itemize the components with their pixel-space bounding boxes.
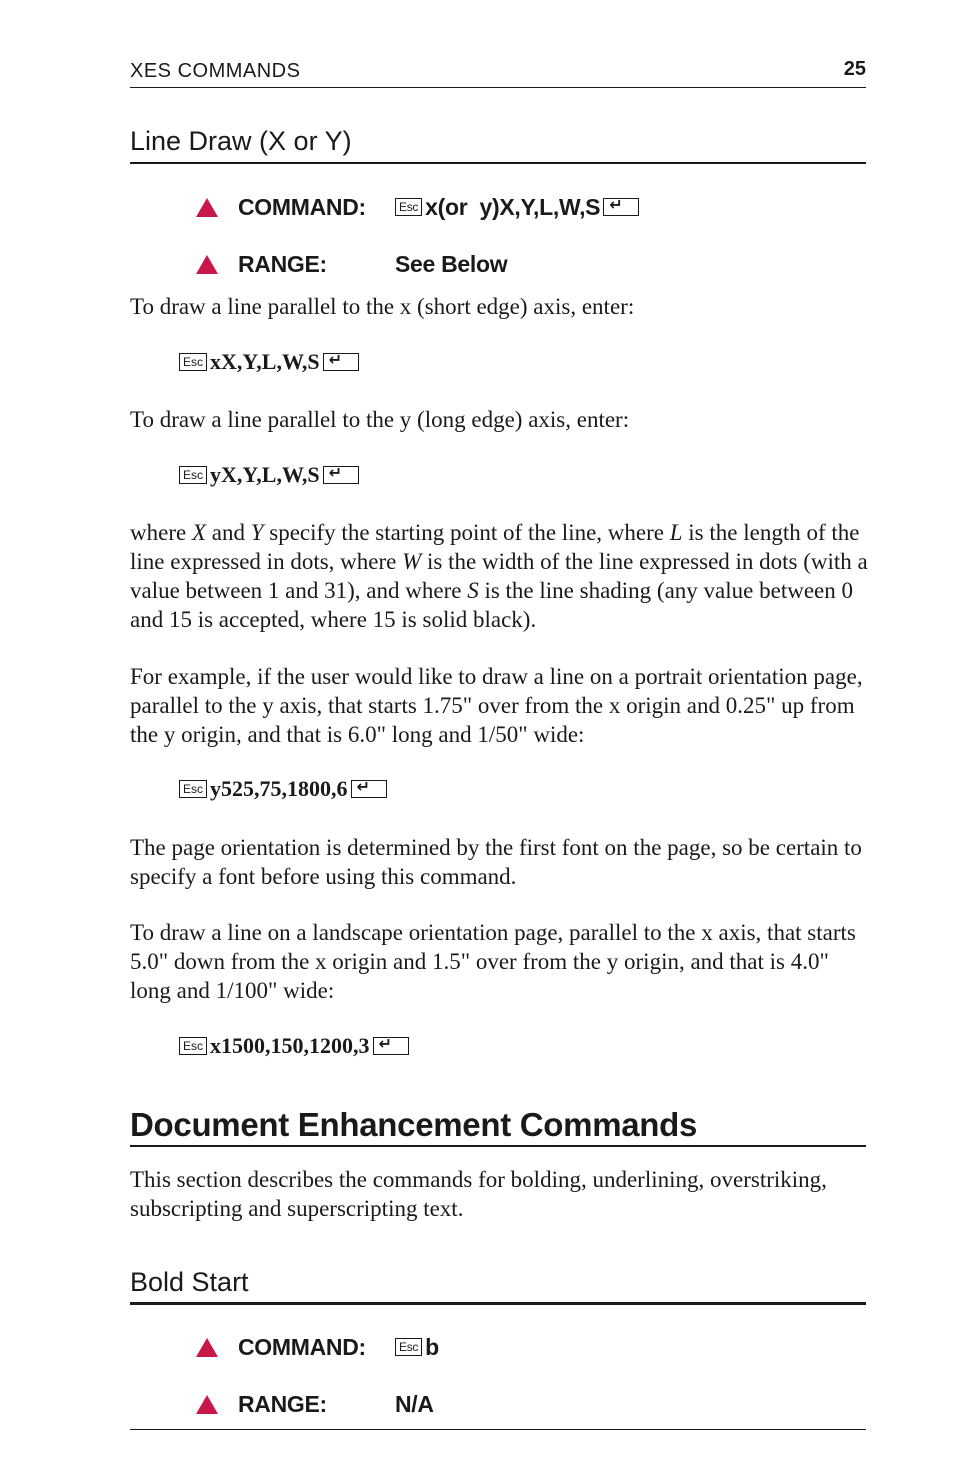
heading-rule [130, 1302, 866, 1305]
triangle-bullet-icon [196, 1395, 218, 1414]
running-title: XES COMMANDS [130, 60, 301, 82]
section-heading-line-draw: Line Draw (X or Y) [130, 126, 352, 156]
paragraph: To draw a line on a landscape orientation page, parallel to the x axis, that starts 5.0" down from the x origin and 1.5" over from the y origin, and that is 4.0" long and 1/100" wide: [130, 920, 856, 1003]
example-command-text: y525,75,1800,6 [210, 776, 348, 801]
example-command-text: x1500,150,1200,3 [210, 1033, 370, 1058]
range-value: N/A [395, 1390, 434, 1417]
range-label: RANGE: [238, 1390, 327, 1417]
command-syntax: b [425, 1333, 439, 1360]
triangle-bullet-icon [196, 1338, 218, 1357]
enter-key-icon: ↵ [603, 198, 639, 216]
section-heading-bold-start: Bold Start [130, 1267, 249, 1297]
range-row [196, 1389, 434, 1419]
esc-key-icon: Esc [179, 466, 207, 484]
command-label: COMMAND: [238, 1333, 366, 1360]
range-row [196, 249, 507, 279]
command-label: COMMAND: [238, 193, 366, 220]
paragraph: where X and Y specify the starting point of the line, where L is the length of the line expressed in dots, where W is the width of the line expressed in dots (with a value between 1 and 31), and where S is the line shading (any value between 0 and 15 is accepted, where 15 is solid black). [130, 520, 868, 632]
footer-rule [130, 1429, 866, 1430]
example-command [179, 1033, 409, 1059]
esc-key-icon: Esc [179, 353, 207, 371]
command-row [196, 1332, 439, 1362]
section-heading-document-enhancement: Document Enhancement Commands [130, 1106, 698, 1143]
paragraph: This section describes the commands for bolding, underlining, overstriking, subscripting and superscripting text. [130, 1167, 827, 1221]
heading-rule [130, 1145, 866, 1147]
command-value [395, 194, 639, 221]
command-syntax: x(or y)X,Y,L,W,S [425, 193, 601, 220]
example-command [179, 462, 359, 488]
paragraph: The page orientation is determined by the first font on the page, so be certain to specify a font before using this command. [130, 835, 862, 889]
heading-rule [130, 162, 866, 164]
enter-key-icon: ↵ [323, 466, 359, 484]
paragraph: For example, if the user would like to draw a line on a portrait orientation page, parallel to the y axis, that starts 1.75" over from the x origin and 0.25" up from the y origin, and that is 6.0" long and 1/50" wide: [130, 664, 863, 747]
paragraph: To draw a line parallel to the x (short edge) axis, enter: [130, 294, 635, 319]
example-command [179, 776, 387, 802]
enter-key-icon: ↵ [373, 1037, 409, 1055]
esc-key-icon: Esc [179, 1037, 207, 1055]
esc-key-icon: Esc [179, 780, 207, 798]
command-value [395, 1334, 439, 1361]
example-command-text: yX,Y,L,W,S [210, 462, 320, 487]
enter-key-icon: ↵ [323, 353, 359, 371]
paragraph: To draw a line parallel to the y (long edge) axis, enter: [130, 407, 630, 432]
page-number: 25 [843, 58, 866, 80]
triangle-bullet-icon [196, 255, 218, 274]
command-row [196, 192, 639, 222]
header-rule [130, 87, 866, 88]
range-value: See Below [395, 250, 508, 277]
esc-key-icon: Esc [395, 1338, 422, 1356]
example-command-text: xX,Y,L,W,S [210, 349, 320, 374]
enter-key-icon: ↵ [351, 780, 387, 798]
triangle-bullet-icon [196, 198, 218, 217]
range-label: RANGE: [238, 250, 327, 277]
example-command [179, 349, 359, 375]
esc-key-icon: Esc [395, 198, 422, 216]
